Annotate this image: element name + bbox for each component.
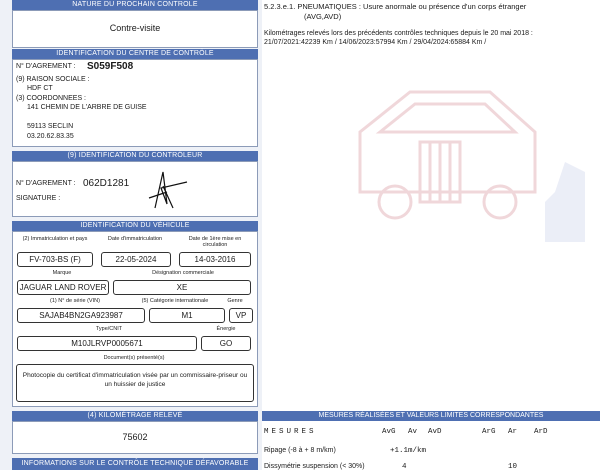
km-header: (4) KILOMÉTRAGE RELEVÉ (12, 411, 258, 421)
brand-field: JAGUAR LAND ROVER (17, 280, 109, 295)
left-column (0, 0, 262, 470)
controller-agreement-value: 062D1281 (83, 178, 130, 189)
first-date-caption: Date de 1ère mise en circulation (188, 236, 242, 248)
brand-caption: Marque (52, 270, 72, 276)
coords-label: (3) COORDONNEES : (16, 95, 87, 102)
defect-line1: 5.2.3.e.1. PNEUMATIQUES : Usure anormale ou présence d'un corps étranger (264, 2, 527, 11)
col-ard: ArD (534, 428, 548, 436)
vin-field: SAJAB4BN2GA923987 (17, 308, 145, 323)
col-arg: ArG (482, 428, 496, 436)
energy-field: GO (201, 336, 251, 351)
reg-field: FV-703-BS (F) (17, 252, 93, 267)
controller-box (12, 161, 258, 217)
susp-av: 4 (402, 463, 407, 471)
mileage-title: Kilométrages relevés lors des précédents contrôles techniques depuis le 20 mai 2018 : (264, 30, 533, 37)
category-caption: (5) Catégorie internationale (141, 298, 209, 304)
center-header: IDENTIFICATION DU CENTRE DE CONTRÔLE (12, 49, 258, 59)
address-line1: 141 CHEMIN DE L'ARBRE DE GUISE (27, 104, 147, 111)
type-caption: Type/CNIT (95, 326, 123, 332)
next-visit-box (12, 10, 258, 48)
company-label: (9) RAISON SOCIALE : (16, 76, 90, 83)
measures-table (262, 421, 600, 470)
phone: 03.20.62.83.35 (27, 133, 74, 140)
category-field: M1 (149, 308, 225, 323)
car-watermark-logo (300, 42, 585, 272)
mileage-values: 21/07/2021:42239 Km / 14/06/2023:57994 Km / 29/04/2024:65884 Km / (264, 39, 487, 46)
first-date-field: 14-03-2016 (179, 252, 251, 267)
ripage-label: Ripage (-8 à + 8 m/km) (264, 447, 336, 454)
agreement-value: S059F508 (87, 61, 134, 72)
reg-date-caption: Date d'immatriculation (107, 236, 163, 242)
col-ar: Ar (508, 428, 518, 436)
km-value: 75602 (122, 432, 148, 442)
type-field: M10JLRVP0005671 (17, 336, 197, 351)
genre-field: VP (229, 308, 253, 323)
measures-header: MESURES RÉALISÉES ET VALEURS LIMITES CORRESPONDANTES (262, 411, 600, 421)
vehicle-header: IDENTIFICATION DU VÉHICULE (12, 221, 258, 231)
controller-header: (9) IDENTIFICATION DU CONTRÔLEUR (12, 151, 258, 161)
info-header: INFORMATIONS SUR LE CONTRÔLE TECHNIQUE DÉFAVORABLE (12, 458, 258, 470)
agreement-label: N° D'AGREMENT : (16, 63, 76, 70)
vin-caption: (1) N° de série (VIN) (50, 298, 100, 304)
docs-field: Photocopie du certificat d'immatriculation visée par un commissaire-priseur ou un huissier de justice (16, 364, 254, 402)
susp-ar: 10 (508, 463, 518, 471)
col-avg: AvG (382, 428, 396, 436)
docs-caption: Document(s) présenté(s) (103, 355, 165, 361)
reg-caption: (2) Immatriculation et pays (22, 236, 88, 242)
signature-label: SIGNATURE : (16, 195, 61, 202)
col-av: Av (408, 428, 418, 436)
controller-agreement-label: N° D'AGREMENT : (16, 180, 76, 187)
signature-scribble (133, 168, 193, 212)
genre-caption: Genre (227, 298, 243, 304)
susp-label: Dissymétrie suspension (< 30%) (264, 463, 365, 470)
next-visit-header: NATURE DU PROCHAIN CONTROLE (12, 0, 258, 10)
company-value: HDF CT (27, 85, 53, 92)
commercial-caption: Désignation commerciale (152, 270, 214, 276)
col-avd: AvD (428, 428, 442, 436)
center-box (12, 59, 258, 147)
measures-label: MESURES (264, 428, 317, 436)
ripage-value: +1.1m/km (390, 447, 427, 455)
vehicle-box (12, 231, 258, 407)
commercial-field: XE (113, 280, 251, 295)
defect-line2: (AVG,AVD) (304, 12, 342, 21)
next-visit-value: Contre-visite (109, 23, 161, 33)
km-box (12, 421, 258, 454)
address-line2: 59113 SECLIN (27, 123, 74, 130)
reg-date-field: 22-05-2024 (101, 252, 171, 267)
energy-caption: Énergie (216, 326, 236, 332)
